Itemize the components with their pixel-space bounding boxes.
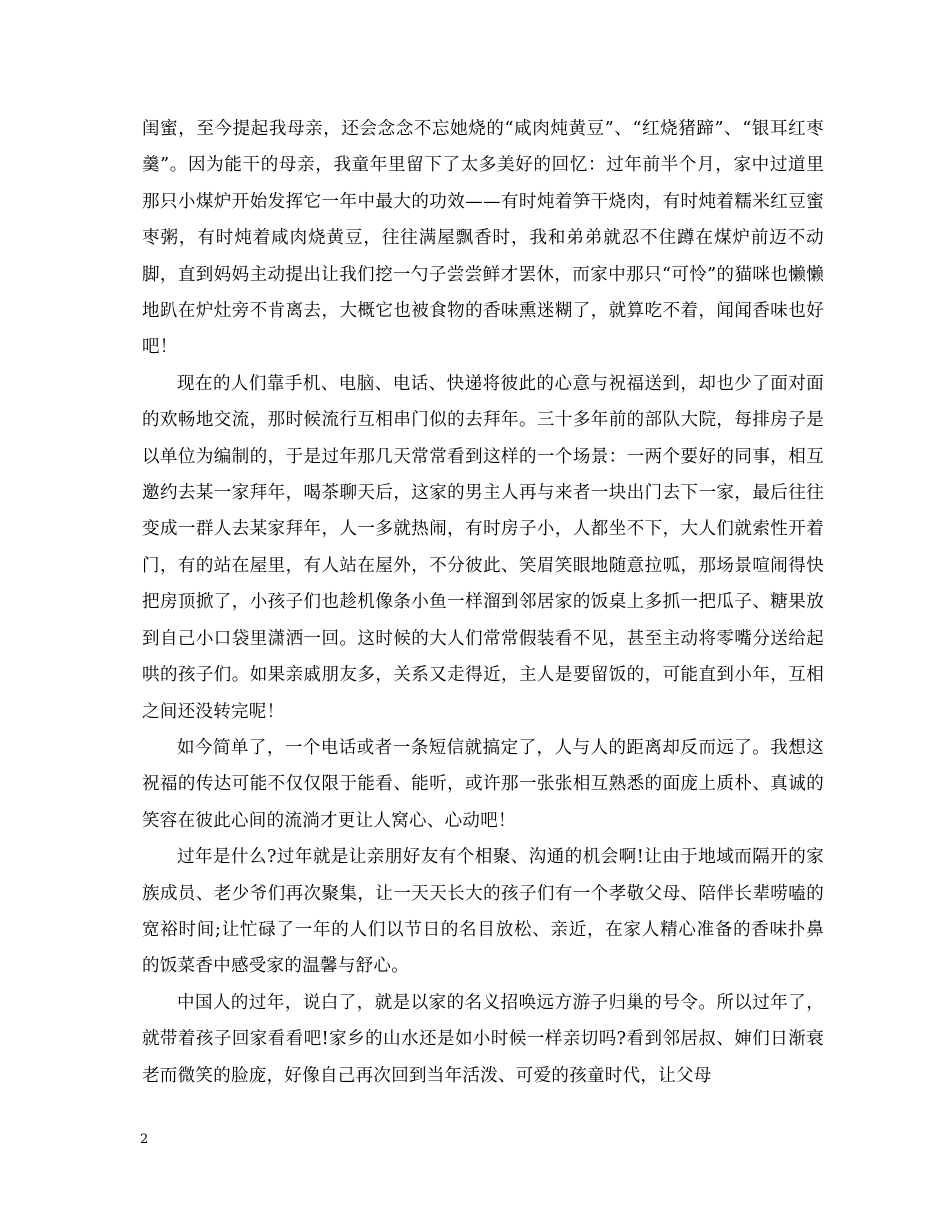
paragraph: 过年是什么?过年就是让亲朋好友有个相聚、沟通的机会啊!让由于地域而隔开的家族成员、老少爷们再次聚集，让一天天长大的孩子们有一个孝敬父母、陪伴长辈唠嗑的宽裕时间;让忙碌了一年的人们以节日的名目放松、亲近，在家人精心准备的香味扑鼻的饭菜香中感受家的温馨与舒心。	[142, 847, 824, 977]
paragraph: 中国人的过年，说白了，就是以家的名义招唤远方游子归巢的号令。所以过年了，就带着孩子回家看看吧!家乡的山水还是如小时候一样亲切吗?看到邻居叔、婶们日渐衰老而微笑的脸庞，好像自己再次回到当年活泼、可爱的孩童时代，让父母	[142, 992, 824, 1086]
paragraph: 如今简单了，一个电话或者一条短信就搞定了，人与人的距离却反而远了。我想这祝福的传达可能不仅仅限于能看、能听，或许那一张张相互熟悉的面庞上质朴、真诚的笑容在彼此心间的流淌才更让人窝心、心动吧！	[142, 737, 824, 831]
body-text	[142, 111, 824, 1094]
paragraph-continued: 闺蜜，至今提起我母亲，还会念念不忘她烧的“咸肉炖黄豆”、“红烧猪蹄”、“银耳红枣羹”。因为能干的母亲，我童年里留下了太多美好的回忆：过年前半个月，家中过道里那只小煤炉开始发挥它一年中最大的功效——有时炖着笋干烧肉，有时炖着糯米红豆蜜枣粥，有时炖着咸肉烧黄豆，往往满屋飘香时，我和弟弟就忍不住蹲在煤炉前迈不动脚，直到妈妈主动提出让我们挖一勺子尝尝鲜才罢休，而家中那只“可怜”的猫咪也懒懒地趴在炉灶旁不肯离去，大概它也被食物的香味熏迷糊了，就算吃不着，闻闻香味也好吧！	[142, 119, 824, 358]
page-number: 2	[140, 1132, 149, 1147]
paragraph: 现在的人们靠手机、电脑、电话、快递将彼此的心意与祝福送到，却也少了面对面的欢畅地交流，那时候流行互相串门似的去拜年。三十多年前的部队大院，每排房子是以单位为编制的，于是过年那几天常常看到这样的一个场景：一两个要好的同事，相互邀约去某一家拜年，喝茶聊天后，这家的男主人再与来者一块出门去下一家，最后往往变成一群人去某家拜年，人一多就热闹，有时房子小，人都坐不下，大人们就索性开着门，有的站在屋里，有人站在屋外，不分彼此、笑眉笑眼地随意拉呱，那场景喧闹得快把房顶掀了，小孩子们也趁机像条小鱼一样溜到邻居家的饭桌上多抓一把瓜子、糖果放到自己小口袋里潇洒一回。这时候的大人们常常假装看不见，甚至主动将零嘴分送给起哄的孩子们。如果亲戚朋友多，关系又走得近，主人是要留饭的，可能直到小年，互相之间还没转完呢！	[142, 373, 824, 722]
